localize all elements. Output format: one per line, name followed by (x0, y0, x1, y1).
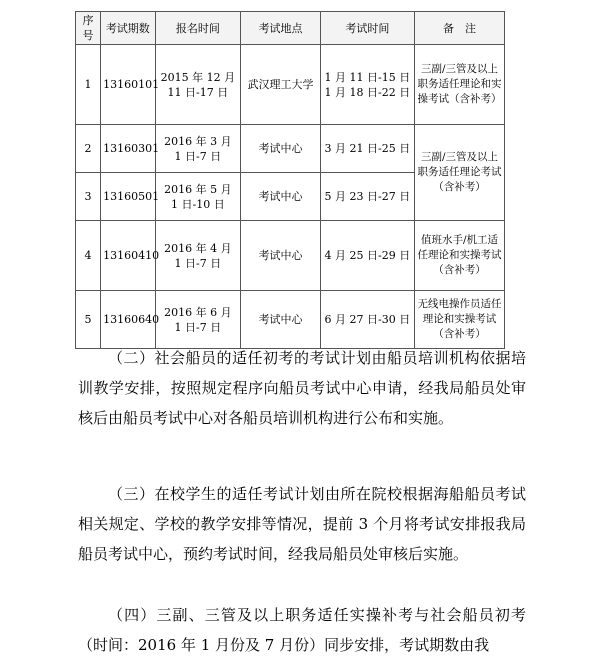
exam-schedule-table (75, 11, 505, 349)
cell-exam-time: 5 月 23 日-27 日 (320, 173, 414, 221)
table-row (76, 221, 505, 291)
cell-remarks: 值班水手/机工适任理论和实操考试（含补考） (414, 221, 504, 291)
registration-line: 1 日-7 日 (174, 256, 222, 270)
cell-location: 考试中心 (241, 291, 321, 349)
cell-location: 武汉理工大学 (241, 45, 321, 125)
paragraph-text: （四）三副、三管及以上职务适任实操补考与社会船员初考（时间：2016 年 1 月份及 7 月份）同步安排，考试期数由我 (78, 606, 526, 654)
header-registration: 报名时间 (155, 12, 241, 45)
cell-exam-time: 4 月 25 日-29 日 (320, 221, 414, 291)
table-row (76, 45, 505, 125)
registration-line: 2015 年 12 月 (160, 70, 236, 84)
registration-line: 2016 年 4 月 (164, 241, 232, 255)
cell-period: 13160640 (101, 291, 155, 349)
table-row (76, 291, 505, 349)
cell-remarks: 三副/三管及以上职务适任理论和实操考试（含补考） (414, 45, 504, 125)
table-row (76, 125, 505, 173)
cell-registration (155, 291, 241, 349)
paragraph-3 (78, 479, 526, 569)
paragraph-2 (78, 343, 526, 433)
cell-location: 考试中心 (241, 221, 321, 291)
registration-line: 2016 年 5 月 (164, 182, 232, 196)
cell-period: 13160101 (101, 45, 155, 125)
registration-line: 1 日-7 日 (174, 320, 222, 334)
cell-seq: 4 (76, 221, 101, 291)
cell-remarks: 无线电操作员适任理论和实操考试（含补考） (414, 291, 504, 349)
registration-line: 11 日-17 日 (167, 85, 229, 99)
header-remarks: 备 注 (414, 12, 504, 45)
cell-period: 13160410 (101, 221, 155, 291)
registration-line: 2016 年 6 月 (164, 305, 232, 319)
cell-seq: 2 (76, 125, 101, 173)
paragraph-text: （三）在校学生的适任考试计划由所在院校根据海船船员考试相关规定、学校的教学安排等情况，提前 3 个月将考试安排报我局船员考试中心，预约考试时间，经我局船员处审核后实施。 (78, 485, 526, 563)
exam-time-line: 1 月 18 日-22 日 (324, 85, 411, 99)
header-exam-time: 考试时间 (320, 12, 414, 45)
cell-exam-time: 3 月 21 日-25 日 (320, 125, 414, 173)
table-header-row (76, 12, 505, 45)
cell-exam-time: 6 月 27 日-30 日 (320, 291, 414, 349)
cell-seq: 5 (76, 291, 101, 349)
cell-seq: 1 (76, 45, 101, 125)
exam-time-line: 1 月 11 日-15 日 (324, 70, 411, 84)
registration-line: 1 日-7 日 (174, 149, 222, 163)
cell-period: 13160501 (101, 173, 155, 221)
cell-period: 13160301 (101, 125, 155, 173)
paragraph-text: （二）社会船员的适任初考的考试计划由船员培训机构依据培训教学安排，按照规定程序向船员考试中心申请，经我局船员处审核后由船员考试中心对各船员培训机构进行公布和实施。 (78, 349, 526, 427)
cell-remarks: 三副/三管及以上职务适任理论考试（含补考） (414, 125, 504, 221)
cell-registration (155, 125, 241, 173)
cell-exam-time (320, 45, 414, 125)
cell-seq: 3 (76, 173, 101, 221)
cell-location: 考试中心 (241, 125, 321, 173)
header-seq: 序号 (76, 12, 101, 45)
header-location: 考试地点 (241, 12, 321, 45)
registration-line: 1 日-10 日 (171, 197, 225, 211)
cell-location: 考试中心 (241, 173, 321, 221)
header-period: 考试期数 (101, 12, 155, 45)
registration-line: 2016 年 3 月 (164, 134, 232, 148)
cell-registration (155, 45, 241, 125)
paragraph-4 (78, 600, 526, 660)
cell-registration (155, 173, 241, 221)
cell-registration (155, 221, 241, 291)
